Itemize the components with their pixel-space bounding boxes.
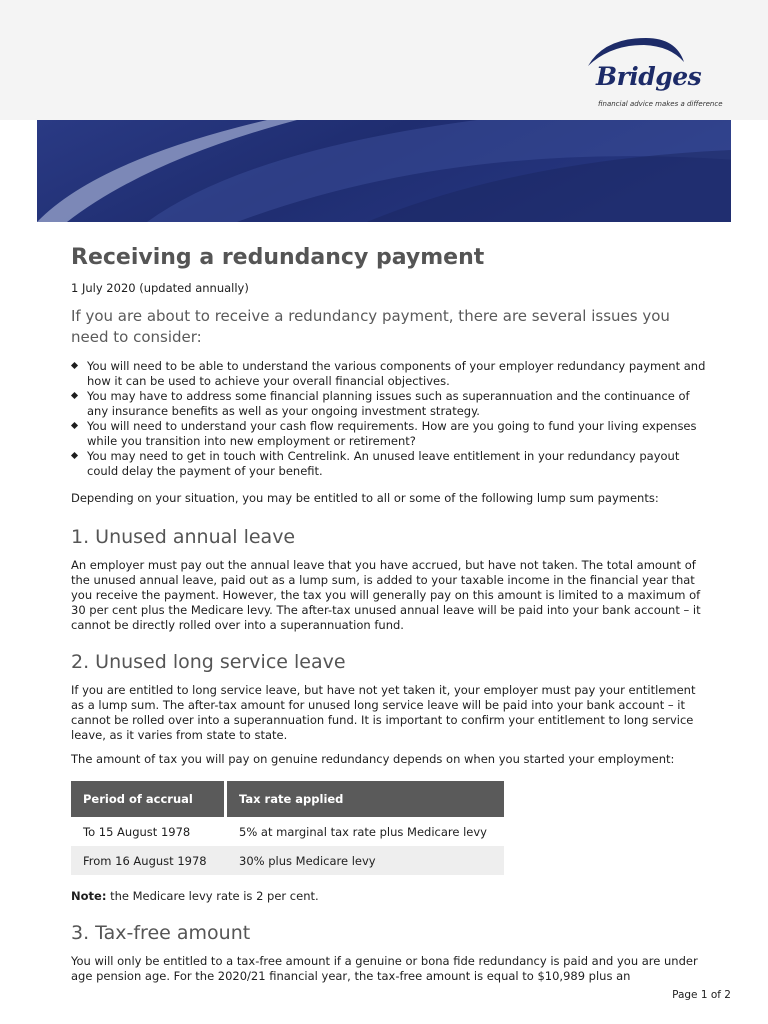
section-heading-annual-leave: 1. Unused annual leave [71, 526, 296, 548]
tax-free-amount-text: You will only be entitled to a tax-free amount if a genuine or bona fide redundancy is paid and you are under age pension age. For the 2020/21 financial year, the tax-free amount is equal to $10,989 plus an [71, 954, 698, 983]
lead-in-text: Depending on your situation, you may be entitled to all or some of the following lump sum payments: [71, 491, 659, 505]
tax-table-intro: The amount of tax you will pay on genuine redundancy depends on when you started your employment: [71, 752, 675, 766]
table-row [71, 817, 504, 846]
page-title: Receiving a redundancy payment [71, 245, 485, 270]
logo-text: Bridges [596, 62, 702, 91]
document-body [71, 240, 711, 984]
bullet-diamond-icon [71, 452, 78, 459]
bridges-logo [584, 36, 723, 112]
tax-rate-table [71, 781, 504, 875]
column-header-period: Period of accrual [71, 781, 224, 817]
considerations-list [71, 359, 711, 479]
long-service-leave-text: If you are entitled to long service leave, but have not yet taken it, your employer must pay your entitlement as a lump sum. The after-tax amount for unused long service leave will be paid into your bank account – it cannot be rolled over into a superannuation fund. It is important to confirm your entitlement to long service leave, as it varies from state to state. [71, 683, 696, 742]
bullet-diamond-icon [71, 392, 78, 399]
medicare-note [71, 889, 711, 904]
note-label: Note: [71, 889, 107, 903]
section-heading-tax-free-amount: 3. Tax-free amount [71, 922, 251, 944]
note-text: the Medicare levy rate is 2 per cent. [106, 889, 319, 903]
publish-date: 1 July 2020 (updated annually) [71, 281, 249, 295]
intro-text: If you are about to receive a redundancy payment, there are several issues you need to consider: [71, 307, 670, 346]
table-row [71, 846, 504, 875]
table-header-row [71, 781, 504, 817]
table-cell: From 16 August 1978 [71, 846, 224, 875]
list-item: You will need to be able to understand the various components of your employer redundancy payment and how it can be used to achieve your overall financial objectives. [71, 359, 711, 389]
table-cell: 5% at marginal tax rate plus Medicare levy [239, 824, 487, 839]
list-item: You will need to understand your cash flow requirements. How are you going to fund your living expenses while you transition into new employment or retirement? [71, 419, 711, 449]
annual-leave-text: An employer must pay out the annual leave that you have accrued, but have not taken. The total amount of the unused annual leave, paid out as a lump sum, is added to your taxable income in the financial year that you receive the payment. However, the tax you will generally pay on this amount is limited to a maximum of 30 per cent plus the Medicare levy. The after-tax unused annual leave will be paid into your bank account – it cannot be directly rolled over into a superannuation fund. [71, 558, 701, 632]
bullet-diamond-icon [71, 362, 78, 369]
section-heading-long-service-leave: 2. Unused long service leave [71, 651, 346, 673]
table-cell: 30% plus Medicare levy [227, 846, 504, 875]
bullet-diamond-icon [71, 422, 78, 429]
list-item: You may have to address some financial planning issues such as superannuation and the continuance of any insurance benefits as well as your ongoing investment strategy. [71, 389, 711, 419]
table-cell: To 15 August 1978 [83, 824, 191, 839]
page-number: Page 1 of 2 [672, 989, 731, 1001]
column-header-tax-rate: Tax rate applied [227, 781, 504, 817]
banner-image [37, 120, 731, 222]
logo-tagline: financial advice makes a difference [598, 100, 723, 108]
list-item: You may need to get in touch with Centrelink. An unused leave entitlement in your redundancy payout could delay the payment of your benefit. [71, 449, 711, 479]
